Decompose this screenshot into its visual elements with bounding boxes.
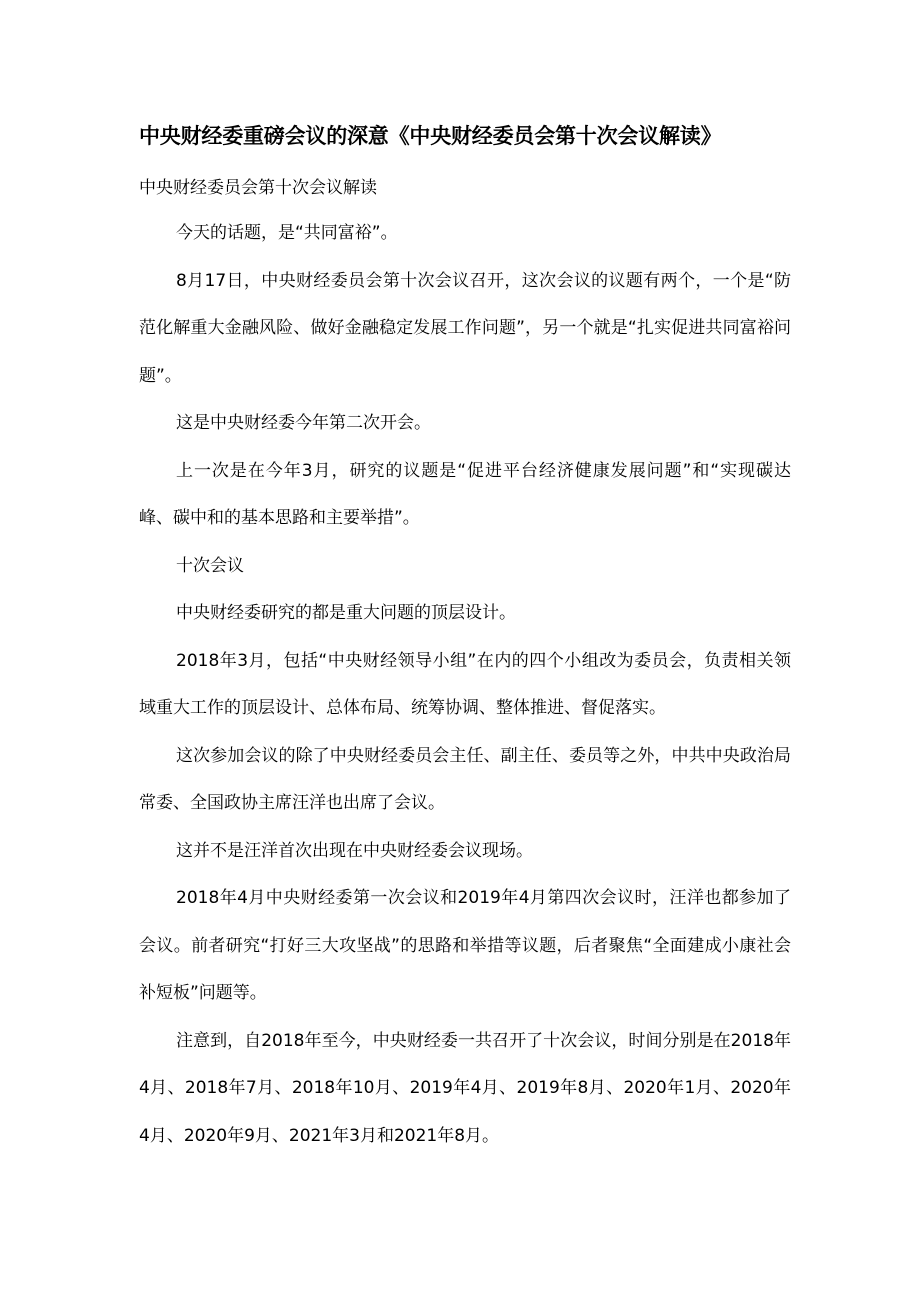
paragraph-7: 2018年3月，包括“中央财经领导小组”在内的四个小组改为委员会，负责相关领域重大工作的顶层设计、总体布局、统筹协调、整体推进、督促落实。 xyxy=(139,650,791,718)
paragraph-10: 2018年4月中央财经委第一次会议和2019年4月第四次会议时，汪洋也都参加了会议。前者研究“打好三大攻坚战”的思路和举措等议题，后者聚焦“全面建成小康社会补短板”问题等。 xyxy=(139,888,791,1003)
paragraph-2: 8月17日，中央财经委员会第十次会议召开，这次会议的议题有两个，一个是“防范化解重大金融风险、做好金融稳定发展工作问题”，另一个就是“扎实促进共同富裕问题”。 xyxy=(139,270,791,386)
paragraph-1: 今天的话题，是“共同富裕”。 xyxy=(176,223,398,243)
paragraph-3: 这是中央财经委今年第二次开会。 xyxy=(176,413,431,433)
document-body xyxy=(139,168,791,1160)
paragraph-11: 注意到，自2018年至今，中央财经委一共召开了十次会议，时间分别是在2018年4月、2018年7月、2018年10月、2019年4月、2019年8月、2020年1月、2020年4月、2020年9月、2021年3月和2021年8月。 xyxy=(139,1030,791,1146)
document-subtitle: 中央财经委员会第十次会议解读 xyxy=(139,178,377,198)
paragraph-6: 中央财经委研究的都是重大问题的顶层设计。 xyxy=(176,603,516,623)
section-heading: 十次会议 xyxy=(176,555,244,576)
paragraph-9: 这并不是汪洋首次出现在中央财经委会议现场。 xyxy=(176,840,533,861)
document-title: 中央财经委重磅会议的深意《中央财经委员会第十次会议解读》 xyxy=(139,124,722,148)
paragraph-8: 这次参加会议的除了中央财经委员会主任、副主任、委员等之外，中共中央政治局常委、全国政协主席汪洋也出席了会议。 xyxy=(139,745,791,813)
paragraph-4: 上一次是在今年3月，研究的议题是“促进平台经济健康发展问题”和“实现碳达峰、碳中和的基本思路和主要举措”。 xyxy=(139,460,791,528)
